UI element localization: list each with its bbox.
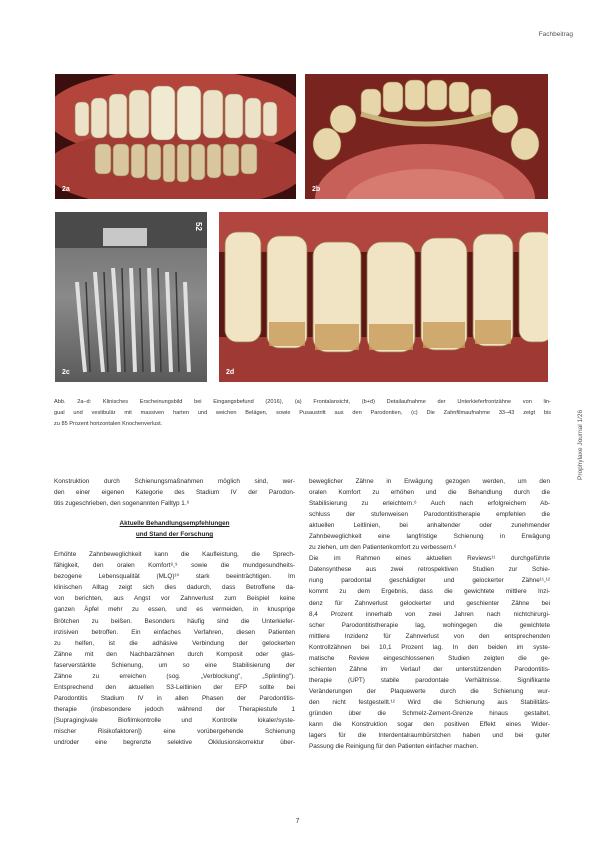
text-line: nung parodontal geschädigter und gelockerter Zähne¹¹,¹² bbox=[309, 577, 550, 585]
text-line: Die im Rahmen eines aktuellen Reviews¹¹ durchgeführte bbox=[309, 555, 550, 563]
text-column-left bbox=[54, 476, 295, 748]
text-line: von berichten, aus Angst vor Zahnverlust zum Beispiel keine bbox=[54, 595, 295, 603]
text-line: kommt zu dem Ergebnis, dass die gewichtete mittlere Inzi- bbox=[309, 588, 550, 596]
text-line: schluss der stufenweisen Parodontitistherapie empfehlen die bbox=[309, 511, 550, 519]
figure-label: 2b bbox=[312, 186, 321, 193]
text-line: Stabilisierung zu erleichtern.⁶ Auch nach erfolgreichem Ab- bbox=[309, 500, 550, 508]
text-line: inzisiven betroffen. Ein einfaches Verfahren, diesen Patienten bbox=[54, 628, 295, 636]
caption-line: Abb. 2a–d: Klinisches Erscheinungsbild bei Eingangsbefund (2016), (a) Frontalansicht, (b+d) Detailaufnahme der Unterkieferfrontzähne von lin- bbox=[54, 399, 551, 405]
text-line: oralen Komfort zu erhöhen und die Behandlung durch die bbox=[309, 489, 550, 497]
figure-label: 2c bbox=[62, 369, 70, 376]
paragraph bbox=[309, 476, 550, 752]
figure-label: 2d bbox=[226, 369, 235, 376]
text-line: schienten Zähne im Verlauf der unterstützenden Parodontitis- bbox=[309, 665, 550, 673]
figure-2a-frontal-photo bbox=[55, 74, 296, 199]
caption-line: zu 85 Prozent horizontalen Knochenverlust. bbox=[54, 421, 163, 427]
text-line: den einer eigenen Kategorie des Stadium IV der Parodon- bbox=[54, 489, 295, 497]
figure-2b-lingual-photo bbox=[305, 74, 548, 199]
text-line: kann die Konstruktion sogar den positiven Effekt eines Wider- bbox=[309, 721, 550, 729]
figure-label: 2a bbox=[62, 186, 70, 193]
text-line: therapie (insbesondere jedoch während der Therapiestufe 1 bbox=[54, 705, 295, 713]
text-column-right bbox=[309, 476, 550, 752]
paragraph bbox=[54, 476, 295, 509]
text-line: therapie (UPT) stabile parodontale Verhältnisse. Signifikante bbox=[309, 676, 550, 684]
text-line: lagers für die Interdentalraumbürstchen haben und bei guter bbox=[309, 732, 550, 740]
text-line: [Supragingivale Biofilmkontrolle und Kontrolle lokaler/syste- bbox=[54, 716, 295, 724]
text-line: ganzen Äpfel mehr zu essen, und es vermeiden, in knusprige bbox=[54, 606, 295, 614]
figure-2d-vestibular-photo bbox=[219, 212, 548, 382]
text-line: Entsprechend den aktuellen S3-Leitlinien der EFP sollte bei bbox=[54, 683, 295, 691]
figure-2c-xray bbox=[55, 212, 207, 382]
text-line: fähigkeit, den oralen Komfort⁸,⁹ sowie die mundgesundheits- bbox=[54, 562, 295, 570]
text-line: bezogene Lebensqualität (MLQ)¹⁰ stark beeinträchtigen. Im bbox=[54, 573, 295, 581]
section-heading bbox=[54, 518, 295, 540]
text-line: Veränderungen der Plaquewerte durch die Schienung wur- bbox=[309, 687, 550, 695]
text-line: Brötchen zu beißen. Besonders häufig sind die Unterkiefer- bbox=[54, 617, 295, 625]
text-line: Erhöhte Zahnbeweglichkeit kann die Kaufleistung, die Sprech- bbox=[54, 551, 295, 559]
text-line: beweglicher Zähne in Erwägung gezogen werden, um den bbox=[309, 478, 550, 485]
heading-line: und Stand der Forschung bbox=[135, 531, 214, 539]
text-line: titis zugeschrieben, den sogenannten Falltyp 1.⁶ bbox=[54, 500, 190, 508]
text-line: Zahnbeweglichkeit eine langfristige Schienung in Erwägung bbox=[309, 533, 550, 541]
text-line: zu helfen, ist die adhäsive Verbindung der gelockerten bbox=[54, 639, 295, 647]
text-line: denz für Zahnverlust gelockerter und geschienter Zähne bei bbox=[309, 599, 550, 607]
running-header: Fachbeitrag bbox=[538, 31, 573, 38]
figure-caption bbox=[54, 397, 551, 430]
text-line: aktuellen Leitlinien, bei anhaltender oder zunehmender bbox=[309, 522, 550, 530]
text-line: zu ziehen, um den Patientenkomfort zu verbessern.⁶ bbox=[309, 544, 457, 552]
text-line: scher Parodontitistherapie lag, wohingegen die gewichtete bbox=[309, 621, 550, 629]
journal-sidebar-label: Prophylaxe Journal 1/26 bbox=[577, 409, 584, 480]
text-line: 8,4 Prozent innerhalb von zwei Jahren nach nichtchirurgi- bbox=[309, 610, 550, 618]
xray-number: 52 bbox=[194, 222, 204, 231]
text-line: matische Review eingeschlossenen Studien zeigten die ge- bbox=[309, 654, 550, 662]
text-line: mittlere Inzidenz für Zahnverlust von den entsprechenden bbox=[309, 632, 550, 640]
text-line: und/oder eine begrenzte selektive Okklusionskorrektur über- bbox=[54, 739, 295, 747]
page-number: 7 bbox=[295, 818, 300, 825]
text-line: Konstruktion durch Schienungsmaßnahmen möglich sind, wer- bbox=[54, 478, 295, 485]
text-line: Kontrollzähnen bei 10,1 Prozent lag. In den beiden im syste- bbox=[309, 643, 550, 651]
text-line: Passung die Reinigung für den Patienten einfacher machen. bbox=[309, 743, 479, 751]
text-line: Zähne zu erreichen (sog. „Verblockung", „Splinting"). bbox=[54, 672, 295, 680]
caption-line: gual und vestibulär mit massiven harten und weichen Belägen, sowie Pusaustritt aus den Parodontien, (c) Die Zahnfilmaufnahme 33–43 zeigt bis bbox=[54, 410, 551, 416]
paragraph bbox=[54, 549, 295, 748]
text-line: gründen über die Schmelz-Zement-Grenze hinaus gestaltet, bbox=[309, 709, 550, 717]
text-line: Parodontitis Stadium IV in allen Phasen der Parodontitis- bbox=[54, 694, 295, 702]
text-line: klinischen Alltag zeigt sich dies dadurch, dass Betroffene da- bbox=[54, 584, 295, 592]
text-line: den nicht festgestellt.¹² Wird die Schienung aus Stabilitäts- bbox=[309, 698, 550, 706]
text-line: mischer Risikofaktoren]) eine vorübergehende Schienung bbox=[54, 727, 295, 735]
heading-line: Aktuelle Behandlungsempfehlungen bbox=[119, 520, 230, 528]
text-line: Zähne mit den Nachbarzähnen durch Komposit oder glas- bbox=[54, 650, 295, 658]
text-line: Datensynthese aus zwei retrospektiven Studien zur Schie- bbox=[309, 566, 550, 574]
text-line: faserverstärkte Schienung, um so eine Stabilisierung der bbox=[54, 661, 295, 669]
